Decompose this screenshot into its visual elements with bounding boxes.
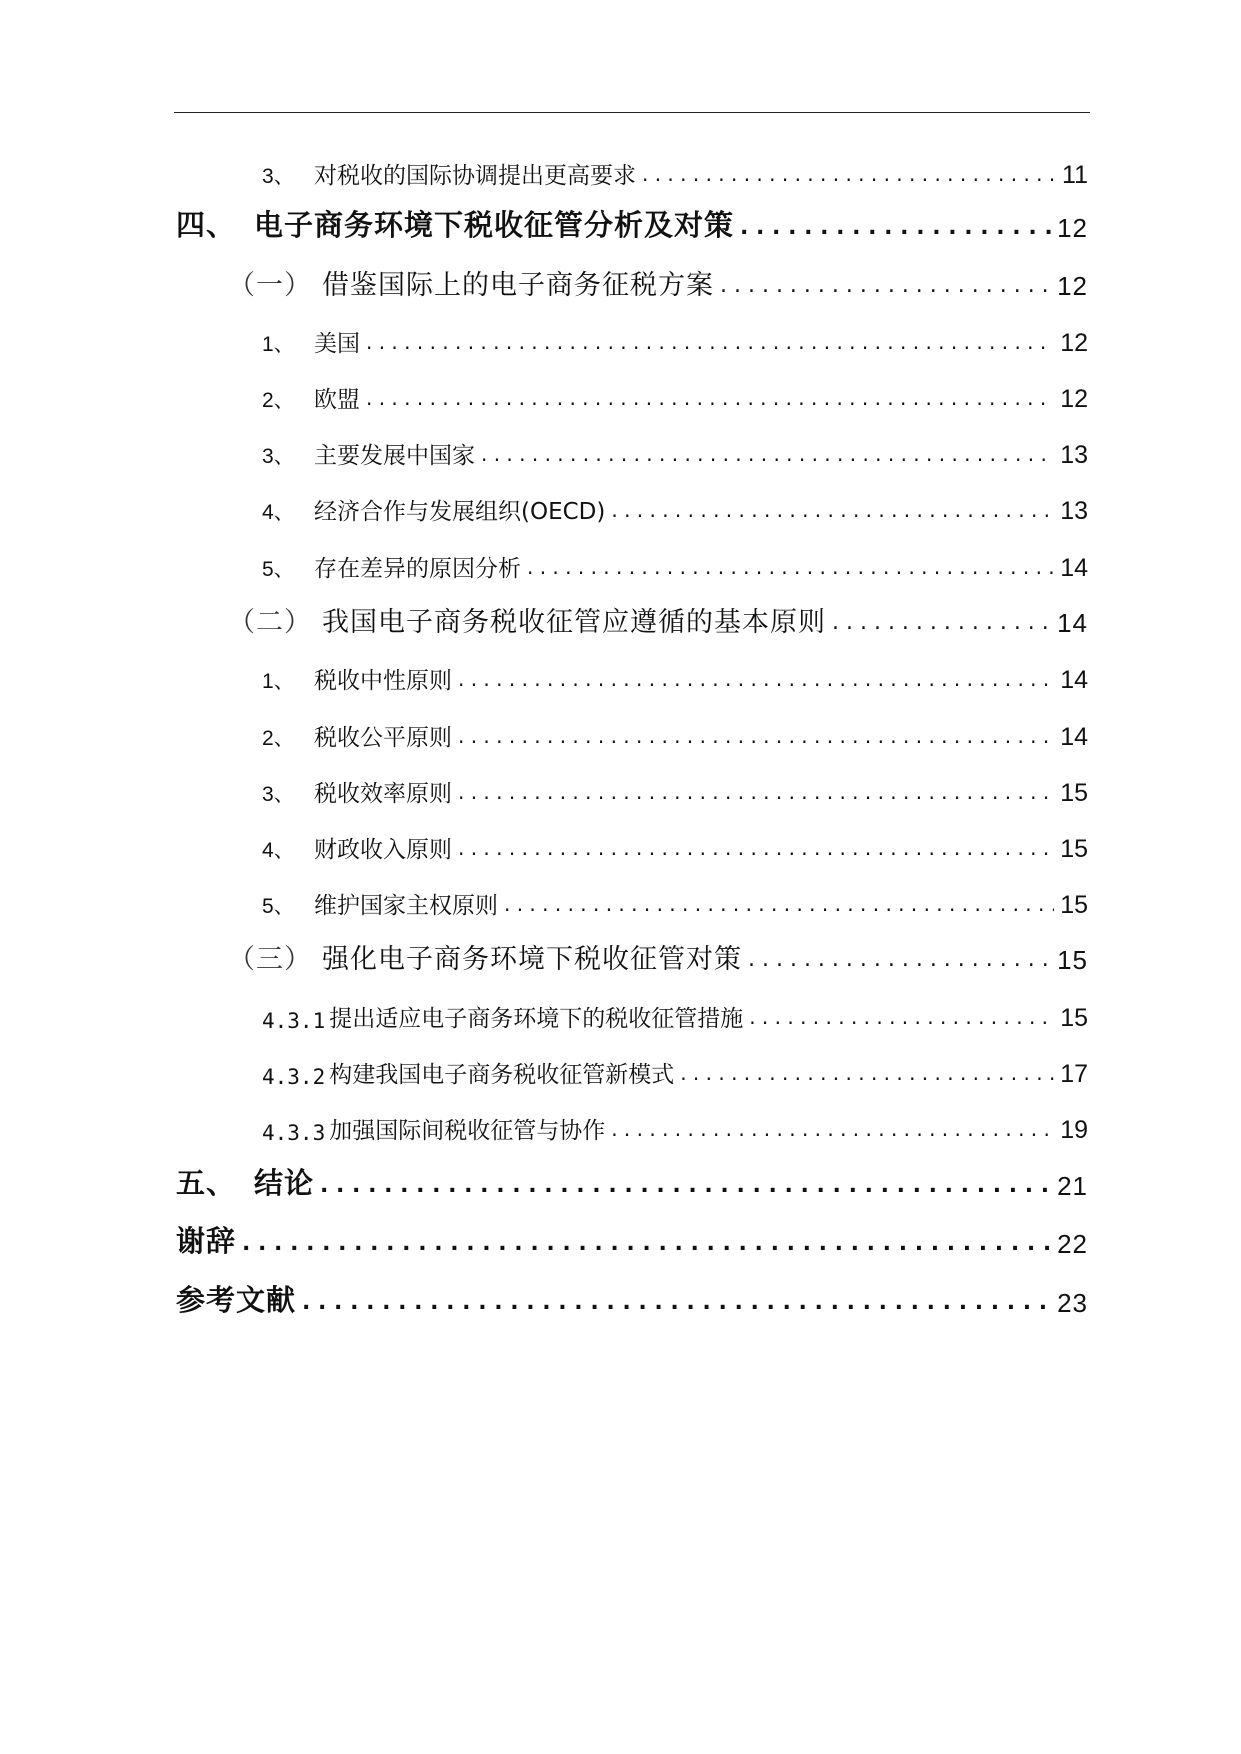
toc-entry-page: 15 <box>1060 779 1088 807</box>
toc-entry[interactable] <box>176 1162 1088 1202</box>
toc-entry-number: 3、 <box>262 165 295 188</box>
toc-entry-page: 11 <box>1062 161 1088 189</box>
toc-entry-number: 2、 <box>262 389 295 412</box>
toc-entry-page: 15 <box>1060 1004 1088 1032</box>
toc-entry[interactable] <box>262 486 1088 526</box>
toc-entry-number: 1、 <box>262 670 295 693</box>
toc-entry[interactable] <box>262 150 1088 190</box>
toc-entry-number: 1、 <box>262 333 295 356</box>
toc-entry-page: 15 <box>1060 835 1088 863</box>
toc-dot-leader <box>740 204 1051 244</box>
toc-dot-leader <box>642 150 1056 190</box>
toc-entry-page: 13 <box>1060 497 1088 525</box>
toc-entry-number: 4、 <box>262 501 295 524</box>
toc-entry-title: 电子商务环境下税收征管分析及对策 <box>254 208 735 242</box>
toc-entry-title: 结论 <box>254 1166 315 1200</box>
toc-entry-title: 存在差异的原因分析 <box>314 556 521 582</box>
toc-dot-leader <box>748 936 1051 976</box>
toc-entry-number: 4.3.1 <box>262 1009 326 1033</box>
toc-dot-leader <box>320 1162 1051 1202</box>
toc-entry-page: 19 <box>1060 1116 1088 1144</box>
toc-entry[interactable] <box>262 655 1088 695</box>
toc-dot-leader <box>504 880 1054 920</box>
toc-entry-title: 我国电子商务税收征管应遵循的基本原则 <box>322 607 826 638</box>
toc-dot-leader <box>832 599 1051 639</box>
toc-entry-title: 加强国际间税收征管与协作 <box>329 1118 606 1144</box>
toc-entry-title: 税收效率原则 <box>314 781 452 807</box>
toc-entry-page: 14 <box>1057 608 1088 638</box>
toc-entry-number: 5、 <box>262 558 295 581</box>
toc-entry[interactable] <box>262 1105 1088 1145</box>
toc-entry[interactable] <box>228 262 1088 302</box>
toc-entry-number: 4、 <box>262 839 295 862</box>
toc-entry[interactable] <box>262 543 1088 583</box>
toc-dot-leader <box>749 993 1054 1033</box>
toc-entry-number: 3、 <box>262 445 295 468</box>
toc-entry-number: （一） <box>228 270 312 301</box>
toc-entry-title: 税收公平原则 <box>314 725 452 751</box>
toc-entry-number: （二） <box>228 607 312 638</box>
toc-entry-title: 美国 <box>314 331 360 357</box>
toc-entry-title: 借鉴国际上的电子商务征税方案 <box>322 270 714 301</box>
toc-entry-title: 参考文献 <box>176 1283 297 1317</box>
toc-dot-leader <box>302 1279 1051 1319</box>
toc-entry-title: 欧盟 <box>314 387 360 413</box>
toc-entry-page: 14 <box>1060 723 1088 751</box>
toc-dot-leader <box>527 543 1054 583</box>
toc-dot-leader <box>242 1220 1051 1260</box>
toc-entry-number: 4.3.2 <box>262 1065 326 1089</box>
toc-entry[interactable] <box>176 204 1088 244</box>
toc-entry-page: 17 <box>1060 1060 1088 1088</box>
toc-entry[interactable] <box>228 599 1088 639</box>
toc-entry[interactable] <box>262 712 1088 752</box>
toc-entry[interactable] <box>262 430 1088 470</box>
toc-entry[interactable] <box>262 993 1088 1033</box>
toc-entry-number: 3、 <box>262 783 295 806</box>
toc-entry-number: （三） <box>228 944 312 975</box>
toc-entry-title: 对税收的国际协调提出更高要求 <box>314 163 636 189</box>
toc-entry[interactable] <box>176 1279 1088 1319</box>
toc-entry[interactable] <box>262 318 1088 358</box>
toc-entry[interactable] <box>228 936 1088 976</box>
toc-entry-number: 四、 <box>176 208 237 242</box>
toc-entry[interactable] <box>262 1049 1088 1089</box>
toc-entry[interactable] <box>176 1220 1088 1260</box>
toc-entry-page: 23 <box>1057 1288 1088 1318</box>
toc-dot-leader <box>611 1105 1054 1145</box>
toc-entry[interactable] <box>262 880 1088 920</box>
toc-entry-title: 主要发展中国家 <box>314 443 475 469</box>
toc-entry-page: 12 <box>1060 329 1088 357</box>
toc-dot-leader <box>458 824 1054 864</box>
toc-dot-leader <box>680 1049 1054 1089</box>
toc-entry[interactable] <box>262 374 1088 414</box>
toc-dot-leader <box>458 712 1054 752</box>
toc-entry[interactable] <box>262 768 1088 808</box>
toc-entry-number: 2、 <box>262 727 295 750</box>
toc-dot-leader <box>366 318 1054 358</box>
toc-entry-title: 税收中性原则 <box>314 668 452 694</box>
toc-entry-page: 12 <box>1057 271 1088 301</box>
toc-entry[interactable] <box>262 824 1088 864</box>
toc-entry-page: 22 <box>1057 1229 1088 1259</box>
toc-entry-page: 14 <box>1060 554 1088 582</box>
toc-entry-page: 14 <box>1060 666 1088 694</box>
toc-dot-leader <box>458 655 1054 695</box>
toc-entry-title: 构建我国电子商务税收征管新模式 <box>329 1062 675 1088</box>
toc-entry-title: 维护国家主权原则 <box>314 893 498 919</box>
toc-dot-leader <box>611 486 1054 526</box>
toc-entry-title: 财政收入原则 <box>314 837 452 863</box>
toc-entry-page: 15 <box>1057 945 1088 975</box>
toc-entry-page: 12 <box>1060 385 1088 413</box>
toc-entry-number: 五、 <box>176 1166 237 1200</box>
toc-entry-title: 经济合作与发展组织(OECD) <box>314 499 606 525</box>
toc-entry-page: 12 <box>1057 213 1088 243</box>
toc-dot-leader <box>366 374 1054 414</box>
toc-entry-title: 强化电子商务环境下税收征管对策 <box>322 944 742 975</box>
toc-entry-page: 21 <box>1057 1171 1088 1201</box>
toc-entry-page: 15 <box>1060 891 1088 919</box>
toc-entry-number: 5、 <box>262 895 295 918</box>
toc-dot-leader <box>720 262 1051 302</box>
toc-entry-number: 4.3.3 <box>262 1121 326 1145</box>
toc-dot-leader <box>481 430 1054 470</box>
toc-dot-leader <box>458 768 1054 808</box>
toc-entry-title: 谢辞 <box>176 1224 237 1258</box>
toc-entry-page: 13 <box>1060 441 1088 469</box>
toc-entry-title: 提出适应电子商务环境下的税收征管措施 <box>329 1006 744 1032</box>
